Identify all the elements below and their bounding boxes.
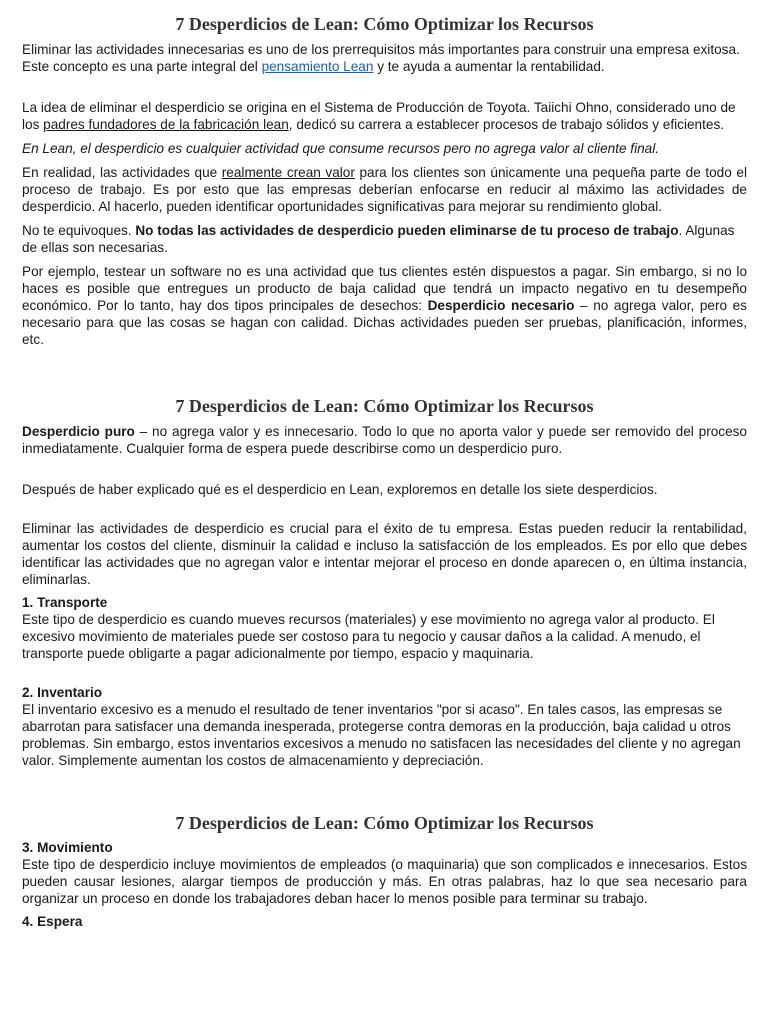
value-paragraph: En realidad, las actividades que realmente crean valor para los clientes son únicamente una pequeña parte de todo el proceso de trabajo. Es por esto que las empresas deberían enfocarse en reducir al máximo las actividades de desperdicio. Al hacerlo, pueden identificar oportunidades significativas para mejorar su rendimiento global. — [22, 165, 747, 214]
section-3 — [22, 813, 747, 930]
lean-thinking-link[interactable]: pensamiento Lean — [261, 59, 374, 74]
inventory-paragraph: El inventario excesivo es a menudo el resultado de tener inventarios "por si acaso". En tales casos, las empresas se abarrotan para satisfacer una demanda inesperada, protegerse contra demoras en la producción, baja calidad u otros problemas. Sin embargo, estos inventarios excesivos a menudo no satisfacen las necesidades del cliente y no agregan valor. Simplemente aumentan los costos de almacenamiento y depreciación. — [22, 702, 741, 768]
waiting-heading: 4. Espera — [22, 914, 83, 929]
intro-paragraph: Eliminar las actividades innecesarias es uno de los prerrequisitos más importantes para construir una empresa exitosa. Este concepto es una parte integral del pensamiento Lean y te ayuda a aumentar la rentabilidad. — [22, 42, 740, 74]
movement-paragraph: Este tipo de desperdicio incluye movimientos de empleados (o maquinaria) que son complicados e innecesarios. Estos pueden causar lesiones, alargar tiempos de producción y más. En otras palabras, haz lo que sea necesario para organizar un proceso en donde los trabajadores deban hacer lo menos posible para terminar su trabajo. — [22, 857, 747, 906]
section-title: 7 Desperdicios de Lean: Cómo Optimizar los Recursos — [175, 396, 594, 416]
section-2 — [22, 396, 747, 769]
warning-paragraph: No te equivoques. No todas las actividades de desperdicio pueden eliminarse de tu proceso de trabajo. Algunas de ellas son necesarias. — [22, 223, 735, 255]
inventory-heading: 2. Inventario — [22, 685, 103, 700]
eliminate-paragraph: Eliminar las actividades de desperdicio es crucial para el éxito de tu empresa. Estas pueden reducir la rentabilidad, aumentar los costos del cliente, disminuir la calidad e incluso la satisfacción de los empleados. Es por ello que debes identificar las actividades que no agregan valor e intentar mejorar el proceso en donde aparecen o, en última instancia, eliminarlas. — [22, 521, 747, 587]
transport-paragraph: Este tipo de desperdicio es cuando mueves recursos (materiales) y ese movimiento no agrega valor al producto. El excesivo movimiento de materiales puede ser costoso para tu negocio y causar daños a la calidad. A menudo, el transporte puede obligarte a pagar adicionalmente por tiempo, espacio y maquinaria. — [22, 612, 715, 661]
page-title: 7 Desperdicios de Lean: Cómo Optimizar los Recursos — [175, 14, 594, 34]
value-link[interactable]: realmente crean valor — [221, 165, 355, 180]
pure-waste-paragraph: Desperdicio puro – no agrega valor y es innecesario. Todo lo que no aporta valor y puede ser removido del proceso inmediatamente. Cualquier forma de espera puede describirse como un desperdicio puro. — [22, 424, 747, 456]
transport-heading: 1. Transporte — [22, 595, 108, 610]
section-title: 7 Desperdicios de Lean: Cómo Optimizar los Recursos — [175, 813, 594, 833]
origin-paragraph: La idea de eliminar el desperdicio se origina en el Sistema de Producción de Toyota. Taiichi Ohno, considerado uno de los padres fundadores de la fabricación lean, dedicó su carrera a establecer procesos de trabajo sólidos y eficientes. — [22, 100, 736, 132]
movement-heading: 3. Movimiento — [22, 840, 113, 855]
founders-link[interactable]: padres fundadores de la fabricación lean — [43, 117, 289, 132]
explore-paragraph: Después de haber explicado qué es el desperdicio en Lean, exploremos en detalle los siete desperdicios. — [22, 482, 658, 497]
example-paragraph: Por ejemplo, testear un software no es una actividad que tus clientes estén dispuestos a pagar. Sin embargo, si no lo haces es posible que entregues un producto de baja calidad que tendrá un impacto negativo en tu desempeño económico. Por lo tanto, hay dos tipos principales de desechos: Desperdicio necesario – no agrega valor, pero es necesario para que las cosas se hagan con calidad. Dichas actividades pueden ser pruebas, planificación, informes, etc. — [22, 264, 747, 347]
definition-paragraph: En Lean, el desperdicio es cualquier actividad que consume recursos pero no agrega valor al cliente final. — [22, 141, 660, 156]
section-1 — [22, 0, 747, 348]
